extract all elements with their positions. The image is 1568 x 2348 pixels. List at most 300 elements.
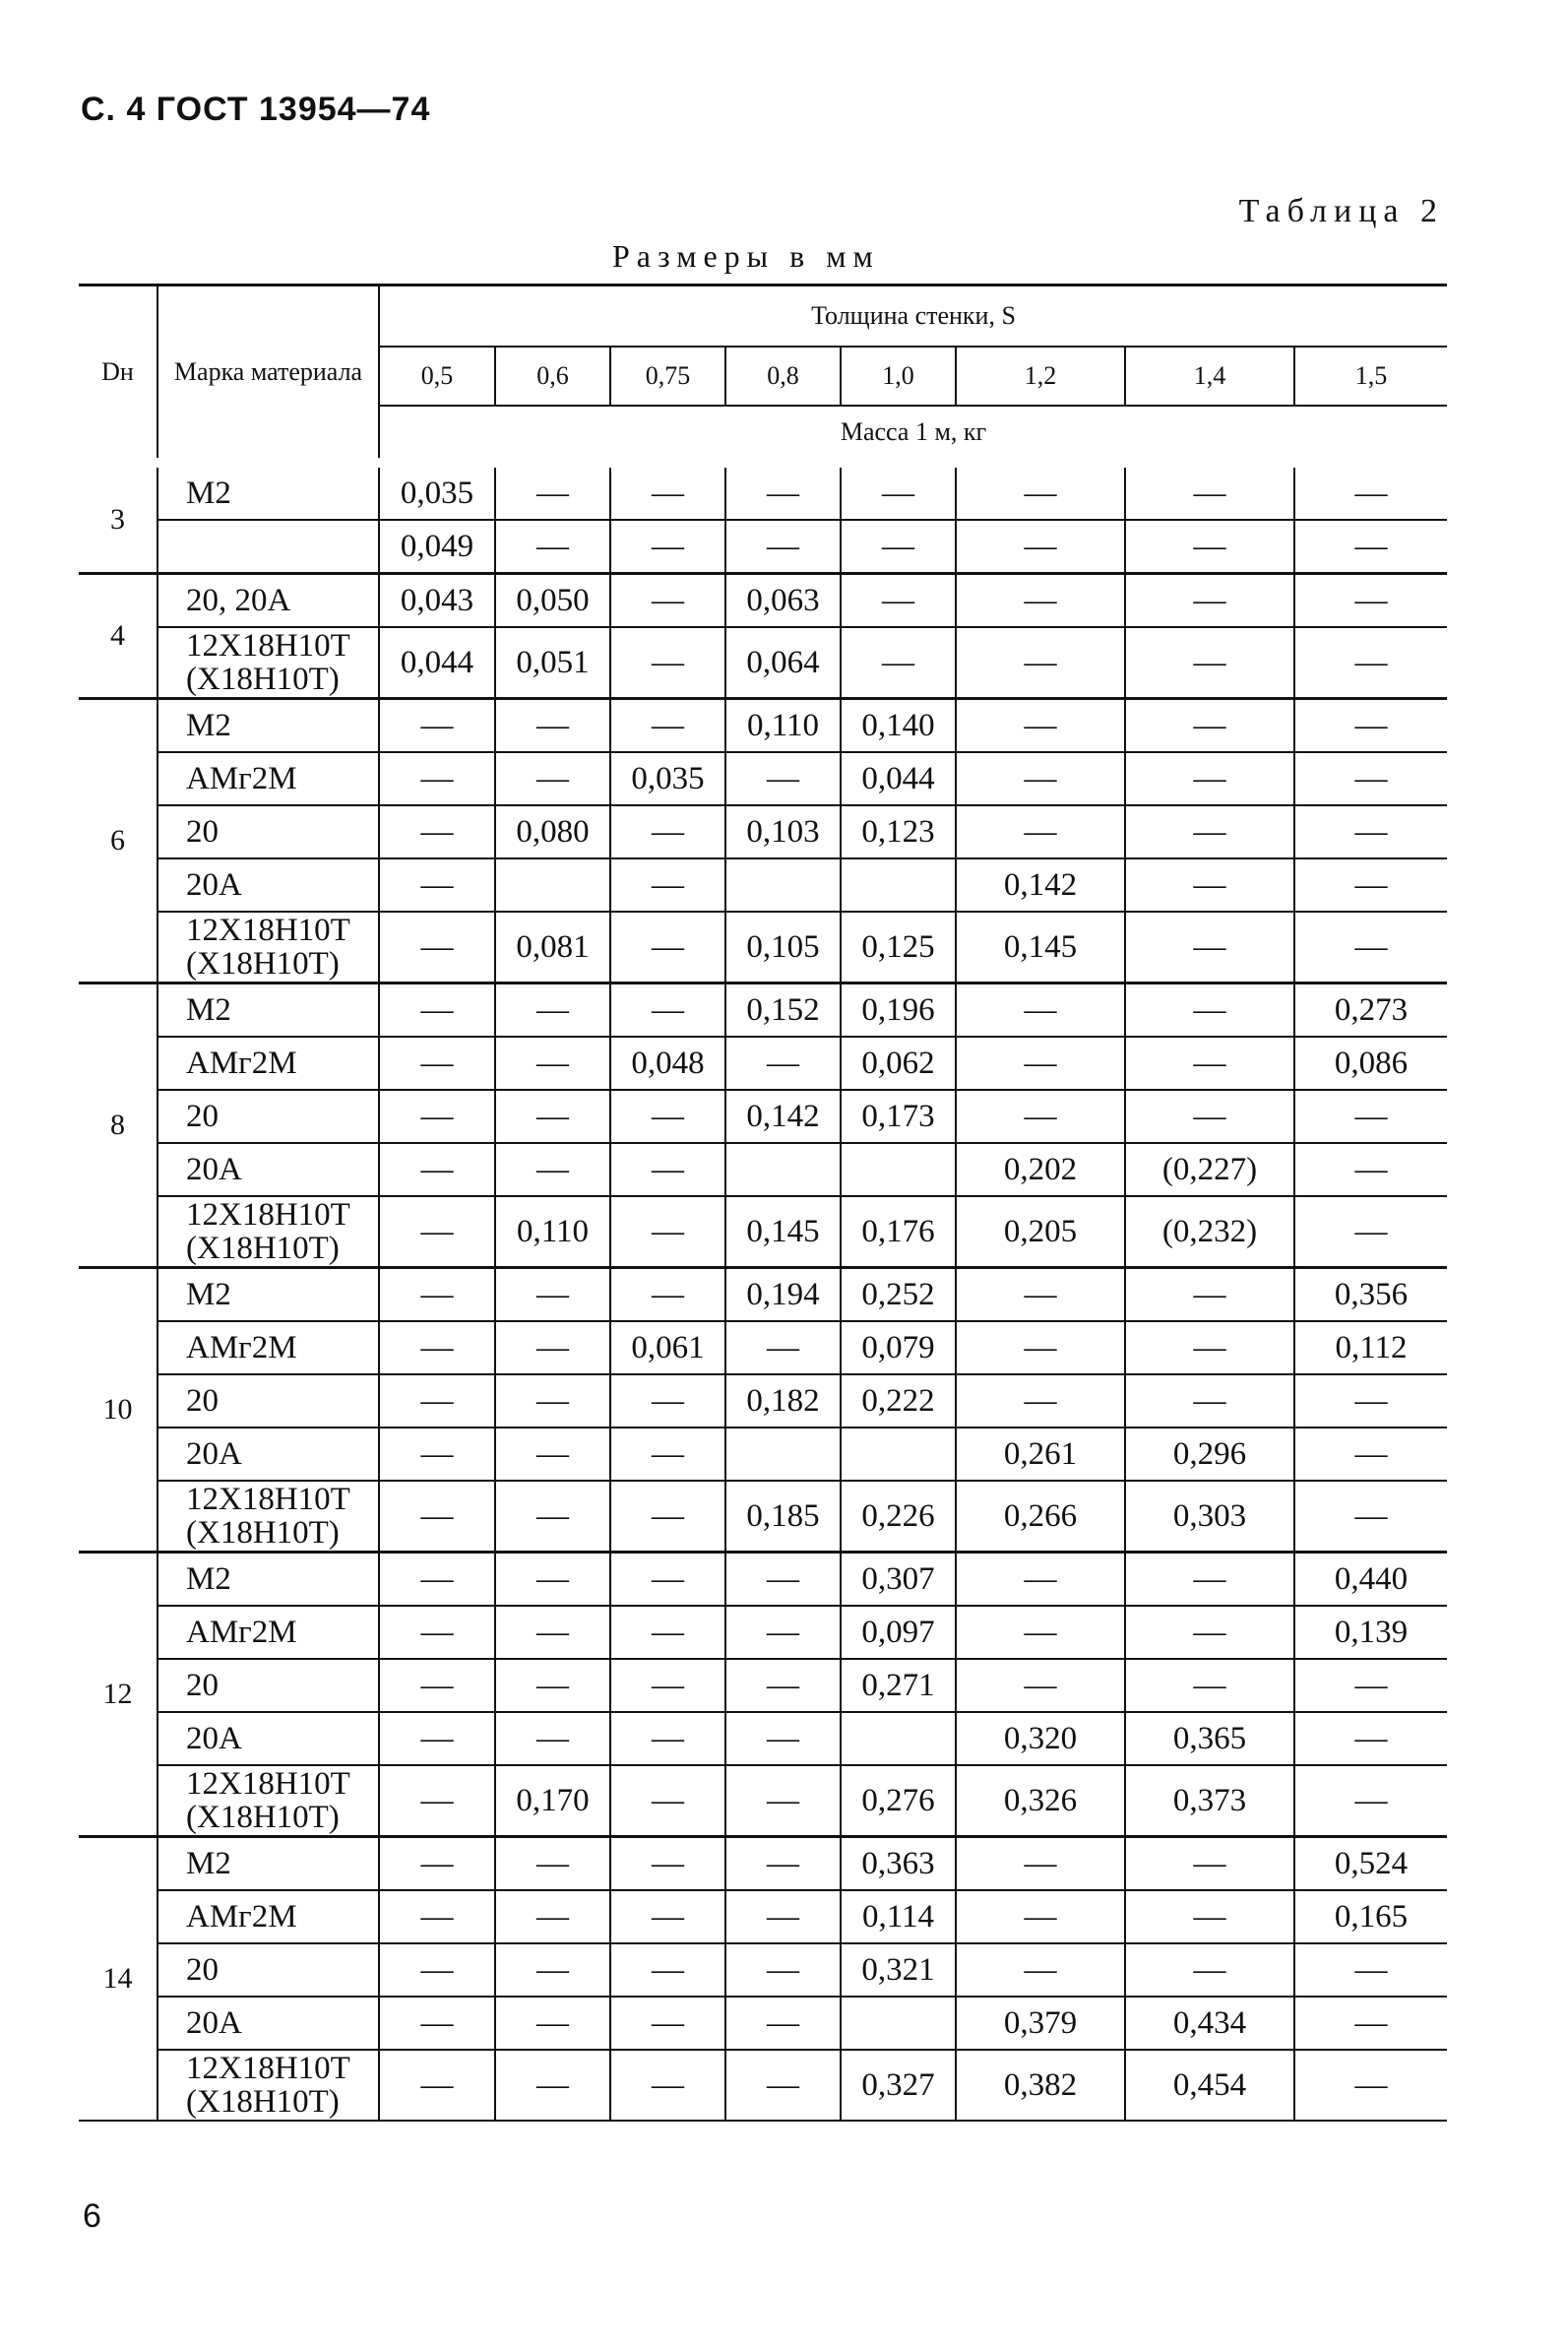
thickness-col-header: 0,75 (610, 347, 725, 406)
mass-cell: 0,321 (841, 1943, 956, 1997)
mass-cell: — (379, 1090, 495, 1143)
mass-cell: — (725, 1037, 841, 1090)
diameter-cell: 4 (79, 574, 157, 699)
mass-cell: 0,196 (841, 984, 956, 1038)
mass-cell: — (1125, 912, 1294, 984)
mass-cell: — (956, 1090, 1125, 1143)
mass-cell: 0,307 (841, 1553, 956, 1607)
mass-cell: — (379, 752, 495, 805)
material-cell: М2 (157, 463, 379, 520)
table-row (79, 1890, 1447, 1943)
table-row (79, 858, 1447, 912)
mass-cell: 0,110 (725, 699, 841, 753)
mass-cell: — (379, 1712, 495, 1765)
mass-cell: — (725, 1321, 841, 1374)
material-cell: 12Х18Н10Т (Х18Н10Т) (157, 912, 379, 984)
material-cell: 20 (157, 1659, 379, 1712)
mass-cell: — (379, 1659, 495, 1712)
mass-cell: — (1294, 520, 1447, 574)
mass-cell: — (841, 627, 956, 699)
mass-cell: — (495, 1606, 610, 1659)
mass-cell: — (1294, 1943, 1447, 1997)
mass-cell: — (956, 520, 1125, 574)
table-row (79, 912, 1447, 984)
material-cell: 20А (157, 1428, 379, 1481)
thickness-col-header: 1,4 (1125, 347, 1294, 406)
mass-cell: 0,261 (956, 1428, 1125, 1481)
header-thickness: Толщина стенки, S (379, 286, 1447, 348)
mass-cell: — (725, 520, 841, 574)
mass-cell: — (379, 1268, 495, 1322)
mass-cell: 0,194 (725, 1268, 841, 1322)
header-diameter: Dн (79, 286, 157, 464)
mass-cell: — (610, 1481, 725, 1553)
mass-cell: — (841, 574, 956, 628)
mass-cell: — (379, 2050, 495, 2121)
mass-cell: 0,123 (841, 805, 956, 858)
diameter-cell: 12 (79, 1553, 157, 1837)
mass-cell: — (1125, 805, 1294, 858)
diameter-cell: 6 (79, 699, 157, 984)
material-cell (157, 520, 379, 574)
mass-cell: — (1294, 463, 1447, 520)
thickness-col-header: 0,6 (495, 347, 610, 406)
mass-cell: — (379, 1765, 495, 1837)
mass-cell: — (1125, 627, 1294, 699)
mass-cell: — (1294, 1481, 1447, 1553)
mass-cell: 0,226 (841, 1481, 956, 1553)
table-row (79, 984, 1447, 1038)
mass-cell: — (495, 699, 610, 753)
diameter-cell: 8 (79, 984, 157, 1268)
mass-cell: — (725, 1712, 841, 1765)
mass-cell: 0,165 (1294, 1890, 1447, 1943)
diameter-cell: 10 (79, 1268, 157, 1553)
mass-cell: — (1294, 805, 1447, 858)
material-cell: 20 (157, 1943, 379, 1997)
mass-cell: 0,142 (956, 858, 1125, 912)
mass-cell: 0,044 (841, 752, 956, 805)
mass-cell: — (610, 1997, 725, 2050)
mass-cell: — (495, 1553, 610, 1607)
mass-cell: — (610, 627, 725, 699)
mass-cell: 0,050 (495, 574, 610, 628)
mass-cell: — (1294, 2050, 1447, 2121)
mass-cell: 0,363 (841, 1837, 956, 1891)
table-row (79, 1712, 1447, 1765)
table-row (79, 1553, 1447, 1607)
mass-cell: — (725, 1765, 841, 1837)
mass-cell: — (495, 752, 610, 805)
mass-cell: 0,185 (725, 1481, 841, 1553)
mass-cell (841, 858, 956, 912)
mass-cell: 0,327 (841, 2050, 956, 2121)
material-cell: АМг2М (157, 1037, 379, 1090)
mass-cell: — (1125, 1943, 1294, 1997)
mass-cell: — (495, 1659, 610, 1712)
mass-cell: — (956, 1037, 1125, 1090)
mass-cell: 0,152 (725, 984, 841, 1038)
mass-cell: — (1294, 858, 1447, 912)
mass-cell (725, 1143, 841, 1196)
mass-cell: — (495, 1374, 610, 1428)
mass-cell: — (495, 1890, 610, 1943)
material-cell: АМг2М (157, 1321, 379, 1374)
material-cell: 20А (157, 1143, 379, 1196)
mass-cell: — (1294, 1196, 1447, 1268)
mass-cell: — (1125, 1037, 1294, 1090)
mass-cell: 0,222 (841, 1374, 956, 1428)
material-cell: АМг2М (157, 1890, 379, 1943)
thickness-col-header: 1,0 (841, 347, 956, 406)
header-mass: Масса 1 м, кг (379, 406, 1447, 463)
mass-cell: — (379, 1481, 495, 1553)
mass-cell: — (956, 1890, 1125, 1943)
material-cell: 20А (157, 858, 379, 912)
table-label: Таблица 2 (1238, 193, 1444, 229)
mass-cell: — (956, 1553, 1125, 1607)
table-row (79, 1143, 1447, 1196)
table-row (79, 1997, 1447, 2050)
mass-cell: — (379, 1428, 495, 1481)
mass-cell: — (1294, 1765, 1447, 1837)
mass-cell: — (610, 1606, 725, 1659)
mass-cell: — (956, 1837, 1125, 1891)
mass-cell: — (1125, 752, 1294, 805)
mass-cell: — (956, 1321, 1125, 1374)
mass-cell: 0,063 (725, 574, 841, 628)
mass-cell: — (1125, 1374, 1294, 1428)
mass-cell: 0,266 (956, 1481, 1125, 1553)
table-row (79, 1837, 1447, 1891)
mass-cell: 0,440 (1294, 1553, 1447, 1607)
mass-cell: — (610, 1712, 725, 1765)
material-cell: 12Х18Н10Т (Х18Н10Т) (157, 627, 379, 699)
table-row (79, 627, 1447, 699)
mass-cell: — (1125, 699, 1294, 753)
table-row (79, 574, 1447, 628)
mass-cell: — (495, 520, 610, 574)
header-material: Марка материала (157, 286, 379, 464)
mass-cell: — (610, 1837, 725, 1891)
mass-cell: — (956, 984, 1125, 1038)
mass-cell: — (379, 1374, 495, 1428)
material-cell: 20 (157, 805, 379, 858)
mass-cell: 0,125 (841, 912, 956, 984)
mass-cell: — (1125, 574, 1294, 628)
mass-cell: — (379, 805, 495, 858)
mass-cell: — (1294, 1143, 1447, 1196)
table-row (79, 520, 1447, 574)
material-cell: 12Х18Н10Т (Х18Н10Т) (157, 1765, 379, 1837)
mass-cell: — (610, 1765, 725, 1837)
mass-cell: — (956, 805, 1125, 858)
mass-cell: — (495, 1837, 610, 1891)
mass-cell: 0,112 (1294, 1321, 1447, 1374)
mass-cell: — (1125, 1268, 1294, 1322)
mass-cell: — (956, 699, 1125, 753)
mass-cell: — (1294, 1997, 1447, 2050)
mass-cell: — (379, 1997, 495, 2050)
mass-cell: — (610, 1943, 725, 1997)
table-row (79, 1943, 1447, 1997)
table-row (79, 1268, 1447, 1322)
mass-cell (725, 1428, 841, 1481)
material-cell: 20А (157, 1997, 379, 2050)
mass-cell: — (956, 1659, 1125, 1712)
mass-cell: — (610, 574, 725, 628)
mass-cell: 0,373 (1125, 1765, 1294, 1837)
mass-cell: — (1294, 1712, 1447, 1765)
mass-cell: 0,271 (841, 1659, 956, 1712)
mass-cell: 0,142 (725, 1090, 841, 1143)
mass-cell: — (495, 1143, 610, 1196)
mass-cell: 0,049 (379, 520, 495, 574)
mass-cell: — (495, 463, 610, 520)
mass-cell: — (610, 1196, 725, 1268)
material-cell: АМг2М (157, 752, 379, 805)
mass-cell: 0,303 (1125, 1481, 1294, 1553)
mass-cell: — (495, 1943, 610, 1997)
mass-cell: — (1125, 1659, 1294, 1712)
material-cell: 20А (157, 1712, 379, 1765)
mass-cell: — (379, 1553, 495, 1607)
material-cell: М2 (157, 984, 379, 1038)
material-cell: М2 (157, 1553, 379, 1607)
mass-cell: — (1294, 699, 1447, 753)
mass-cell: — (1294, 627, 1447, 699)
thickness-col-header: 0,5 (379, 347, 495, 406)
mass-cell: — (379, 699, 495, 753)
mass-cell (841, 1143, 956, 1196)
mass-cell: (0,227) (1125, 1143, 1294, 1196)
mass-cell: — (379, 1196, 495, 1268)
mass-cell: — (725, 1997, 841, 2050)
mass-cell: 0,097 (841, 1606, 956, 1659)
mass-cell: (0,232) (1125, 1196, 1294, 1268)
mass-cell: — (725, 752, 841, 805)
mass-cell: — (610, 984, 725, 1038)
mass-cell: — (956, 1374, 1125, 1428)
mass-cell: — (956, 1606, 1125, 1659)
mass-cell: — (610, 1553, 725, 1607)
mass-cell: 0,079 (841, 1321, 956, 1374)
mass-cell: 0,326 (956, 1765, 1125, 1837)
mass-cell: 0,273 (1294, 984, 1447, 1038)
mass-cell: — (610, 463, 725, 520)
thickness-col-header: 0,8 (725, 347, 841, 406)
mass-cell: 0,064 (725, 627, 841, 699)
mass-cell: — (379, 1143, 495, 1196)
mass-cell: — (1125, 1606, 1294, 1659)
mass-cell: — (956, 463, 1125, 520)
mass-cell: — (1294, 752, 1447, 805)
mass-cell: 0,035 (610, 752, 725, 805)
mass-cell: — (725, 2050, 841, 2121)
mass-cell: — (725, 1606, 841, 1659)
mass-cell: 0,276 (841, 1765, 956, 1837)
table-row (79, 1481, 1447, 1553)
mass-cell: — (610, 912, 725, 984)
mass-cell: — (610, 699, 725, 753)
mass-cell: — (495, 1037, 610, 1090)
mass-cell: 0,062 (841, 1037, 956, 1090)
mass-cell: — (956, 752, 1125, 805)
mass-cell: — (956, 1943, 1125, 1997)
mass-cell: — (1125, 1321, 1294, 1374)
mass-cell: — (379, 1037, 495, 1090)
mass-cell: — (1125, 463, 1294, 520)
mass-cell: 0,379 (956, 1997, 1125, 2050)
mass-cell: 0,103 (725, 805, 841, 858)
units-caption: Размеры в мм (612, 238, 880, 274)
mass-cell: — (610, 1143, 725, 1196)
table-row (79, 1659, 1447, 1712)
table-row (79, 699, 1447, 753)
table-body (79, 463, 1447, 2121)
mass-cell: — (1125, 1090, 1294, 1143)
table-row (79, 805, 1447, 858)
mass-cell: — (495, 1481, 610, 1553)
mass-cell: 0,454 (1125, 2050, 1294, 2121)
mass-cell: 0,173 (841, 1090, 956, 1143)
mass-cell: — (1294, 1090, 1447, 1143)
mass-cell: — (379, 1943, 495, 1997)
mass-cell: — (1294, 1428, 1447, 1481)
mass-cell: 0,296 (1125, 1428, 1294, 1481)
mass-cell: 0,145 (956, 912, 1125, 984)
mass-cell: 0,035 (379, 463, 495, 520)
mass-cell: — (610, 1090, 725, 1143)
mass-cell: — (725, 463, 841, 520)
mass-cell: — (495, 1090, 610, 1143)
page-header: С. 4 ГОСТ 13954—74 (81, 91, 431, 128)
mass-cell: — (841, 463, 956, 520)
mass-cell: — (495, 2050, 610, 2121)
table-row (79, 1374, 1447, 1428)
mass-cell (725, 858, 841, 912)
page-number: 6 (83, 2197, 101, 2235)
mass-cell: — (610, 1374, 725, 1428)
mass-cell: — (610, 805, 725, 858)
material-cell: 20 (157, 1090, 379, 1143)
mass-cell (841, 1428, 956, 1481)
mass-cell: 0,086 (1294, 1037, 1447, 1090)
mass-cell: 0,205 (956, 1196, 1125, 1268)
table-row (79, 1037, 1447, 1090)
mass-cell: — (725, 1943, 841, 1997)
material-cell: 20 (157, 1374, 379, 1428)
mass-cell: — (610, 1890, 725, 1943)
material-cell: 12Х18Н10Т (Х18Н10Т) (157, 1481, 379, 1553)
mass-cell: 0,434 (1125, 1997, 1294, 2050)
mass-cell: — (379, 1321, 495, 1374)
mass-cell (841, 1997, 956, 2050)
mass-cell: — (379, 1890, 495, 1943)
mass-cell: — (1294, 1374, 1447, 1428)
mass-cell: — (1125, 1890, 1294, 1943)
mass-cell (495, 858, 610, 912)
mass-cell: — (1294, 574, 1447, 628)
mass-cell: 0,145 (725, 1196, 841, 1268)
mass-cell: — (610, 1268, 725, 1322)
mass-cell: — (956, 1268, 1125, 1322)
mass-cell (841, 1712, 956, 1765)
mass-cell: — (610, 1428, 725, 1481)
mass-cell: — (1125, 1553, 1294, 1607)
mass-cell: 0,356 (1294, 1268, 1447, 1322)
mass-cell: 0,176 (841, 1196, 956, 1268)
table-row (79, 1090, 1447, 1143)
thickness-col-header: 1,5 (1294, 347, 1447, 406)
mass-cell: 0,365 (1125, 1712, 1294, 1765)
table-row (79, 752, 1447, 805)
mass-cell: — (379, 1837, 495, 1891)
mass-cell: 0,139 (1294, 1606, 1447, 1659)
mass-cell: — (1125, 984, 1294, 1038)
mass-cell: — (610, 2050, 725, 2121)
mass-cell: 0,114 (841, 1890, 956, 1943)
mass-cell: 0,182 (725, 1374, 841, 1428)
material-cell: М2 (157, 699, 379, 753)
mass-cell: 0,051 (495, 627, 610, 699)
mass-cell: — (1125, 1837, 1294, 1891)
mass-cell: — (610, 858, 725, 912)
table-row (79, 463, 1447, 520)
mass-cell: 0,140 (841, 699, 956, 753)
mass-cell: 0,105 (725, 912, 841, 984)
mass-cell: — (495, 1268, 610, 1322)
table-row (79, 1606, 1447, 1659)
mass-cell: — (610, 1659, 725, 1712)
mass-cell: 0,043 (379, 574, 495, 628)
mass-cell: 0,048 (610, 1037, 725, 1090)
mass-cell: — (725, 1890, 841, 1943)
table-row (79, 1196, 1447, 1268)
mass-cell: — (725, 1837, 841, 1891)
mass-table (79, 284, 1447, 2122)
material-cell: М2 (157, 1268, 379, 1322)
mass-cell: 0,320 (956, 1712, 1125, 1765)
mass-cell: 0,252 (841, 1268, 956, 1322)
mass-cell: — (841, 520, 956, 574)
mass-cell: — (725, 1659, 841, 1712)
mass-cell: 0,044 (379, 627, 495, 699)
mass-cell: — (1125, 520, 1294, 574)
mass-cell: — (495, 1712, 610, 1765)
table-row (79, 1428, 1447, 1481)
mass-cell: 0,061 (610, 1321, 725, 1374)
mass-cell: — (1125, 858, 1294, 912)
mass-cell: — (379, 858, 495, 912)
mass-cell: — (956, 627, 1125, 699)
mass-cell: — (495, 984, 610, 1038)
mass-cell: 0,110 (495, 1196, 610, 1268)
mass-cell: — (1294, 912, 1447, 984)
mass-cell: — (379, 1606, 495, 1659)
mass-cell: — (495, 1321, 610, 1374)
mass-cell: 0,382 (956, 2050, 1125, 2121)
mass-cell: — (495, 1428, 610, 1481)
material-cell: 12Х18Н10Т (Х18Н10Т) (157, 1196, 379, 1268)
mass-cell: — (495, 1997, 610, 2050)
mass-cell: — (610, 520, 725, 574)
table-row (79, 2050, 1447, 2121)
table-row (79, 1321, 1447, 1374)
mass-cell: — (725, 1553, 841, 1607)
diameter-cell: 3 (79, 463, 157, 574)
mass-cell: — (956, 574, 1125, 628)
